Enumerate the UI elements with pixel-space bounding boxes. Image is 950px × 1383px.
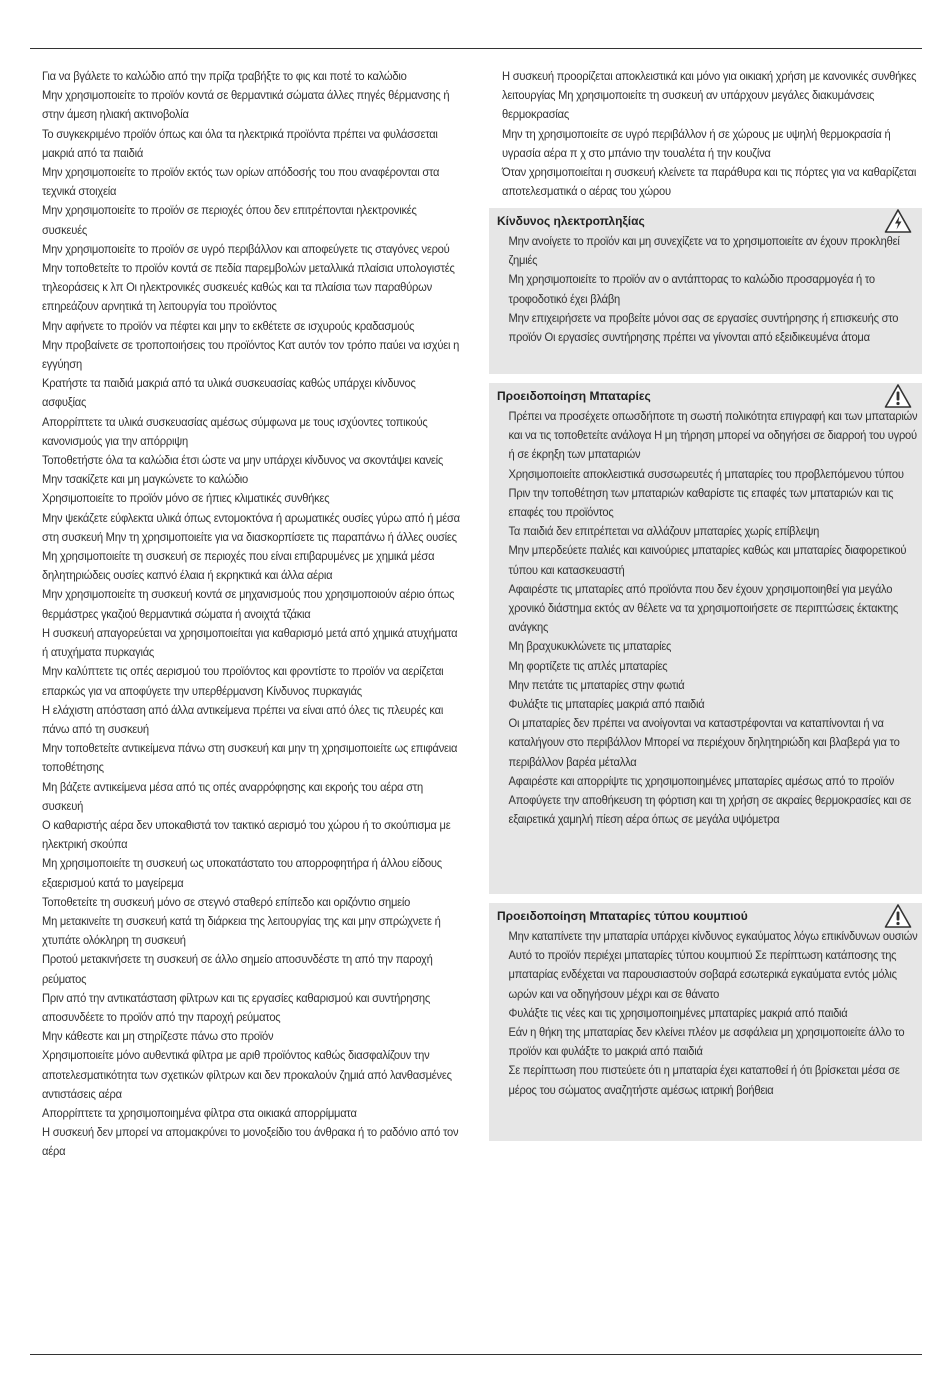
safety-item: Τοποθετείτε τη συσκευή μόνο σε στεγνό σταθερό επίπεδο και οριζόντιο σημείο	[42, 894, 411, 909]
warning-item: Μη χρησιμοποιείτε το προϊόν αν ο αντάπτορας το καλώδιο προσαρμογέα ή το τροφοδοτικό έχει βλάβη	[508, 272, 875, 306]
safety-item: Χρησιμοποιείτε μόνο αυθεντικά φίλτρα με αριθ προϊόντος καθώς διασφαλίζουν την αποτελεσματικότητα των σχετικών φίλτρων και δεν προκαλούν ζημιά από λανθασμένες αντιστάσεις αέρα	[42, 1048, 452, 1101]
box-title: Κίνδυνος ηλεκτροπληξίας	[497, 214, 645, 228]
battery-warning-box	[489, 383, 922, 894]
safety-item: Η ελάχιστη απόσταση από άλλα αντικείμενα πρέπει να είναι από όλες τις πλευρές και πάνω από τη συσκευή	[42, 702, 444, 736]
warning-item: Μην πετάτε τις μπαταρίες στην φωτιά	[508, 677, 685, 692]
warning-item: Πριν την τοποθέτηση των μπαταριών καθαρίστε τις επαφές των μπαταριών και τις επαφές του προϊόντος	[508, 485, 894, 520]
safety-item: Η συσκευή δεν μπορεί να απομακρύνει το μονοξείδιο του άνθρακα ή το ραδόνιο από τον αέρα	[42, 1125, 459, 1159]
warning-item: Οι μπαταρίες δεν πρέπει να ανοίγονται να καταστρέφονται να καταπίνονται ή να καταλήγουν στο περιβάλλον Μπορεί να περιέχουν δηλητηριώδη και βλαβερά για το περιβάλλον βαρέα μέταλλα	[508, 716, 900, 769]
coin-battery-warning-box	[489, 903, 922, 1141]
top-rule	[30, 48, 922, 49]
safety-item: Κρατήστε τα παιδιά μακριά από τα υλικά συσκευασίας καθώς υπάρχει κίνδυνος ασφυξίας	[42, 376, 416, 410]
box-title: Προειδοποίηση Μπαταρίες	[497, 389, 651, 403]
safety-item: Απορρίπτετε τα υλικά συσκευασίας αμέσως σύμφωνα με τους ισχύοντες τοπικούς κανονισμούς για την απόρριψη	[42, 414, 428, 448]
safety-item: Μην τοποθετείτε αντικείμενα πάνω στη συσκευή και μην τη χρησιμοποιείτε ως επιφάνεια τοποθέτησης	[42, 741, 458, 775]
safety-item: Μη βάζετε αντικείμενα μέσα από τις οπές αναρρόφησης και εκροής του αέρα στη συσκευή	[42, 779, 423, 813]
safety-item: Το συγκεκριμένο προϊόν όπως και όλα τα ηλεκτρικά προϊόντα πρέπει να φυλάσσεται μακριά από τα παιδιά	[42, 126, 438, 160]
warning-item: Αυτό το προϊόν περιέχει μπαταρίες τύπου κουμπιού Σε περίπτωση κατάποσης της μπαταρίας ενδέχεται να παρουσιαστούν σοβαρά εσωτερικά εγκαύματα εντός μόλις ωρών και να οδηγήσουν μέχρι και σε θάνατο	[508, 948, 897, 1001]
warning-item: Αφαιρέστε και απορρίψτε τις χρησιμοποιημένες μπαταρίες αμέσως από το προϊόν	[508, 773, 895, 788]
safety-item: Μην χρησιμοποιείτε τη συσκευή κοντά σε μηχανισμούς που χρησιμοποιούν αέριο όπως θερμάστρες γκαζιού θερμαντικά σώματα ή ανοιχτά τζάκια	[42, 587, 455, 621]
safety-item: Μην κάθεστε και μη στηρίζεστε πάνω στο προϊόν	[42, 1029, 274, 1044]
box-body	[489, 230, 925, 349]
safety-item: Προτού μετακινήσετε τη συσκευή σε άλλο σημείο αποσυνδέστε τη από την παροχή ρεύματος	[42, 952, 433, 986]
usage-note: Όταν χρησιμοποιείται η συσκευή κλείνετε τα παράθυρα και τις πόρτες για να καθαρίζεται αποτελεσματικά ο αέρας του χώρου	[502, 165, 917, 199]
safety-item: Χρησιμοποιείτε το προϊόν μόνο σε ήπιες κλιματικές συνθήκες	[42, 491, 330, 506]
warning-item: Μη φορτίζετε τις απλές μπαταρίες	[508, 658, 668, 673]
warning-item: Εάν η θήκη της μπαταρίας δεν κλείνει πλέον με ασφάλεια μη χρησιμοποιείτε άλλο το προϊόν και φυλάξτε το μακριά από παιδιά	[508, 1025, 905, 1059]
warning-item: Χρησιμοποιείτε αποκλειστικά συσσωρευτές ή μπαταρίες του προβλεπόμενου τύπου	[508, 466, 904, 481]
safety-item: Μην τσακίζετε και μη μαγκώνετε το καλώδιο	[42, 472, 249, 487]
warning-item: Τα παιδιά δεν επιτρέπεται να αλλάζουν μπαταρίες χωρίς επίβλεψη	[508, 524, 820, 539]
safety-item: Μην προβαίνετε σε τροποποιήσεις του προϊόντος Κατ αυτόν τον τρόπο παύει να ισχύει η εγγύηση	[42, 337, 460, 372]
bottom-rule	[30, 1354, 922, 1355]
safety-item: Μην ψεκάζετε εύφλεκτα υλικά όπως εντομοκτόνα ή αρωματικές ουσίες γύρω από ή μέσα στη συσκευή Μην τη χρησιμοποιείτε για να διασκορπίσετε τις παραπάνω ή άλλες ουσίες	[42, 510, 460, 544]
safety-item: Ο καθαριστής αέρα δεν υποκαθιστά τον τακτικό αερισμό του χώρου ή το σκούπισμα με ηλεκτρική σκούπα	[42, 817, 451, 852]
box-title: Προειδοποίηση Μπαταρίες τύπου κουμπιού	[497, 909, 748, 923]
safety-item: Μην χρησιμοποιείτε το προϊόν εκτός των ορίων απόδοσής του που αναφέρονται στα τεχνικά στοιχεία	[42, 165, 440, 199]
safety-item: Μη χρησιμοποιείτε τη συσκευή σε περιοχές που είναι επιβαρυμένες με χημικά μέσα δηλητηριώδεις ουσίες καπνό έλαια ή εκρηκτικά και άλλα αέρια	[42, 549, 435, 583]
warning-item: Μην ανοίγετε το προϊόν και μη συνεχίζετε να το χρησιμοποιείτε αν έχουν προκληθεί ζημιές	[508, 234, 900, 268]
warning-item: Μην καταπίνετε την μπαταρία υπάρχει κίνδυνος εγκαύματος λόγω επικίνδυνων ουσιών	[508, 929, 918, 943]
safety-item: Για να βγάλετε το καλώδιο από την πρίζα τραβήξτε το φις και ποτέ το καλώδιο	[42, 69, 407, 83]
safety-item: Η συσκευή απαγορεύεται να χρησιμοποιείται για καθαρισμό μετά από χημικά ατυχήματα ή ατυχήματα πυρκαγιάς	[42, 625, 458, 660]
safety-item: Μη μετακινείτε τη συσκευή κατά τη διάρκεια της λειτουργίας της και μην σπρώχνετε ή χτυπάτε ολόκληρη τη συσκευή	[42, 913, 441, 948]
left-column	[42, 67, 460, 1162]
box-body	[489, 405, 925, 831]
usage-notes	[489, 67, 925, 201]
usage-note: Μην τη χρησιμοποιείτε σε υγρό περιβάλλον ή σε χώρους με υψηλή θερμοκρασία ή υγρασία αέρα π χ στο μπάνιο την τουαλέτα ή την κουζίνα	[502, 126, 891, 160]
right-column	[489, 67, 922, 1097]
warning-item: Αποφύγετε την αποθήκευση τη φόρτιση και τη χρήση σε ακραίες θερμοκρασίες και σε εξαιρετικά χαμηλή πίεση αέρα όπως σε μεγάλα υψόμετρα	[508, 793, 912, 827]
safety-item: Τοποθετήστε όλα τα καλώδια έτσι ώστε να μην υπάρχει κίνδυνος να σκοντάψει κανείς	[42, 453, 444, 468]
warning-item: Φυλάξτε τις μπαταρίες μακριά από παιδιά	[508, 697, 705, 712]
electric-shock-box	[489, 208, 922, 374]
box-body	[489, 925, 925, 1102]
safety-item: Απορρίπτετε τα χρησιμοποιημένα φίλτρα στα οικιακά απορρίμματα	[42, 1105, 357, 1120]
warning-item: Πρέπει να προσέχετε οπωσδήποτε τη σωστή πολικότητα επιγραφή και των μπαταριών και να τις τοποθετείτε ανάλογα Η μη τήρηση μπορεί να οδηγήσει σε διαρροή του υγρού ή σε έκρηξη των μπαταριών	[508, 409, 918, 462]
safety-item: Μην χρησιμοποιείτε το προϊόν σε υγρό περιβάλλον και αποφεύγετε τις σταγόνες νερού	[42, 241, 450, 256]
safety-item: Πριν από την αντικατάσταση φίλτρων και τις εργασίες καθαρισμού και συντήρησης αποσυνδέετε το προϊόν από την παροχή ρεύματος	[42, 990, 430, 1024]
safety-item: Μην χρησιμοποιείτε το προϊόν σε περιοχές όπου δεν επιτρέπονται ηλεκτρονικές συσκευές	[42, 203, 417, 237]
usage-note: Η συσκευή προορίζεται αποκλειστικά και μόνο για οικιακή χρήση με κανονικές συνθήκες λειτουργίας Μη χρησιμοποιείτε τη συσκευή αν υπάρχουν μεγάλες διακυμάνσεις θερμοκρασίας	[502, 69, 917, 122]
safety-item: Μην χρησιμοποιείτε το προϊόν κοντά σε θερμαντικά σώματα άλλες πηγές θέρμανσης ή στην άμεση ηλιακή ακτινοβολία	[42, 88, 450, 122]
warning-item: Σε περίπτωση που πιστεύετε ότι η μπαταρία έχει καταποθεί ή ότι βρίσκεται μέσα σε μέρος του σώματος αναζητήστε αμέσως ιατρική βοήθεια	[508, 1063, 900, 1097]
safety-item: Μην καλύπτετε τις οπές αερισμού του προϊόντος και φροντίστε το προϊόν να αερίζεται επαρκώς για να αποφύγετε την υπερθέρμανση Κίνδυνος πυρκαγιάς	[42, 664, 444, 698]
safety-item: Μην τοποθετείτε το προϊόν κοντά σε πεδία παρεμβολών μεταλλικά πλαίσια υπολογιστές τηλεοράσεις κ λπ Οι ηλεκτρονικές συσκευές καθώς και τα πλαίσια των παραθύρων επηρεάζουν αρνητικά τη λειτουργία του προϊόντος	[42, 261, 455, 314]
safety-item: Μην αφήνετε το προϊόν να πέφτει και μην το εκθέτετε σε ισχυρούς κραδασμούς	[42, 318, 415, 333]
warning-item: Μη βραχυκυκλώνετε τις μπαταρίες	[508, 639, 672, 654]
warning-item: Αφαιρέστε τις μπαταρίες από προϊόντα που δεν έχουν χρησιμοποιηθεί για μεγάλο χρονικό διάστημα εκτός αν θέλετε να τα χρησιμοποιήσετε σε περιπτώσεις έκτακτης ανάγκης	[508, 581, 899, 635]
safety-item: Μη χρησιμοποιείτε τη συσκευή ως υποκατάστατο του απορροφητήρα ή άλλου είδους εξαερισμού κατά το μαγείρεμα	[42, 856, 442, 890]
warning-item: Μην επιχειρήσετε να προβείτε μόνοι σας σε εργασίες συντήρησης ή επισκευής στο προϊόν Οι εργασίες συντήρησης πρέπει να γίνονται από εξειδικευμένα άτομα	[508, 310, 899, 345]
warning-item: Μην μπερδεύετε παλιές και καινούριες μπαταρίες καθώς και μπαταρίες διαφορετικού τύπου και κατασκευαστή	[508, 543, 907, 577]
warning-item: Φυλάξτε τις νέες και τις χρησιμοποιημένες μπαταρίες μακριά από παιδιά	[508, 1005, 848, 1020]
